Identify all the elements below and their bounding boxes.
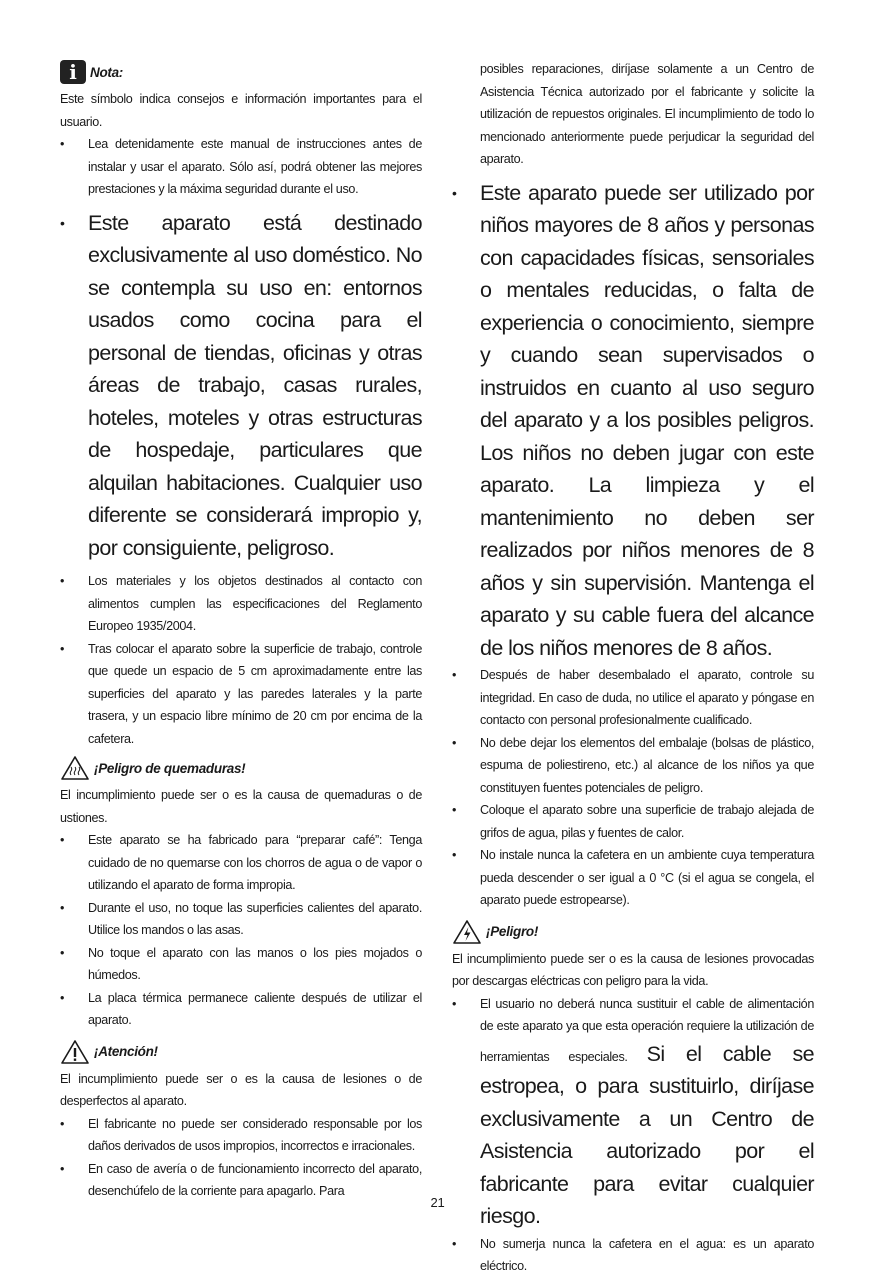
right-column <box>452 58 814 1278</box>
children-use-list <box>452 177 814 665</box>
note-intro: Este símbolo indica consejos e información importantes para el usuario. <box>60 92 422 129</box>
list-item: • Lea detenidamente este manual de instrucciones antes de instalar y usar el aparato. Sólo así, podrá obtener las mejores prestaciones y la máxima seguridad durante el uso. <box>60 133 422 201</box>
note-list <box>60 133 422 201</box>
bullet: • <box>452 668 457 682</box>
list-item: • Coloque el aparato sobre una superficie de trabajo alejada de grifos de agua, pilas y fuentes de calor. <box>452 799 814 844</box>
exclamation-warning-icon <box>60 1039 90 1065</box>
hot-surface-warning-icon <box>60 755 90 781</box>
bullet: • <box>452 848 457 862</box>
attention-title: ¡Atención! <box>94 1044 158 1059</box>
bullet: • <box>452 1236 457 1251</box>
list-item: • El fabricante no puede ser considerado responsable por los daños derivados de usos impropios, incorrectos e irracionales. <box>60 1113 422 1158</box>
danger-intro: El incumplimiento puede ser o es la causa de lesiones provocadas por descargas eléctricas con peligro para la vida. <box>452 951 814 988</box>
attention-list <box>60 1113 422 1203</box>
list-item: • No debe dejar los elementos del embalaje (bolsas de plástico, espuma de poliestireno, etc.) al alcance de los niños ya que constituyen fuentes potenciales de peligro. <box>452 732 814 800</box>
burn-danger-intro: El incumplimiento puede ser o es la causa de quemaduras o de ustiones. <box>60 788 422 825</box>
bullet: • <box>452 996 457 1011</box>
note-title: Nota: <box>90 64 123 80</box>
info-icon: i <box>60 60 86 84</box>
domestic-use-list <box>60 207 422 565</box>
danger-heading <box>452 918 814 946</box>
bullet: • <box>60 833 65 847</box>
bullet: • <box>60 214 65 231</box>
list-item: • La placa térmica permanece caliente después de utilizar el aparato. <box>60 987 422 1032</box>
bullet: • <box>452 184 457 201</box>
bullet: • <box>452 803 457 817</box>
list-item: • Durante el uso, no toque las superficies calientes del aparato. Utilice los mandos o las asas. <box>60 897 422 942</box>
list-item-power-cable: • El usuario no deberá nunca sustituir el cable de alimentación de este aparato ya que esta operación requiere la utilización de herramientas especiales. Si el cable se estropea, o para sustituirlo, diríjase exclusivamente a un Centro de Asistencia autorizado por el fabricante para evitar cualquier riesgo. <box>452 993 814 1233</box>
installation-list <box>452 664 814 912</box>
left-column <box>60 58 422 1203</box>
bullet: • <box>60 574 65 588</box>
bullet: • <box>60 900 65 915</box>
power-cable-emphasis: Si el cable se estropea, o para sustituirlo, diríjase exclusivamente a un Centro de Asistencia autorizado por el fabricante para evitar cualquier riesgo. <box>480 1041 814 1228</box>
danger-list <box>452 993 814 1278</box>
list-item: • No toque el aparato con las manos o los pies mojados o húmedos. <box>60 942 422 987</box>
bullet: • <box>60 1116 65 1131</box>
list-item: • Después de haber desembalado el aparato, controle su integridad. En caso de duda, no utilice el aparato y póngase en contacto con personal profesionalmente cualificado. <box>452 664 814 732</box>
electric-shock-warning-icon <box>452 919 482 945</box>
danger-title: ¡Peligro! <box>486 924 539 939</box>
bullet: • <box>452 735 457 750</box>
list-item: • Este aparato se ha fabricado para “preparar café”: Tenga cuidado de no quemarse con los chorros de agua o de vapor o utilizando el aparato de forma impropia. <box>60 829 422 897</box>
burn-danger-heading <box>60 754 422 782</box>
page-number: 21 <box>430 1195 445 1210</box>
list-item-domestic-use: • Este aparato está destinado exclusivamente al uso doméstico. No se contempla su uso en: entornos usados como cocina para el personal de tiendas, oficinas y otras áreas de trabajo, casas rurales, hoteles, moteles y otras estructuras de hospedaje, particulares que alquilan habitaciones. Cualquier uso diferente se considerará impropio y, por consiguiente, peligroso. <box>60 207 422 565</box>
attention-intro: El incumplimiento puede ser o es la causa de lesiones o de desperfectos al aparato. <box>60 1071 422 1108</box>
list-item: • Los materiales y los objetos destinados al contacto con alimentos cumplen las especificaciones del Reglamento Europeo 1935/2004. <box>60 570 422 638</box>
general-list <box>60 570 422 750</box>
continued-text: posibles reparaciones, diríjase solamente a un Centro de Asistencia Técnica autorizado por el fabricante y solicite la utilización de repuestos originales. El incumplimiento de todo lo mencionado anteriormente puede perjudicar la seguridad del aparato. <box>480 62 814 166</box>
bullet: • <box>60 137 65 151</box>
burn-danger-list <box>60 829 422 1032</box>
bullet: • <box>60 641 65 656</box>
list-item: • Tras colocar el aparato sobre la superficie de trabajo, controle que quede un espacio de 5 cm aproximadamente entre las superficies del aparato y las paredes laterales y la parte trasera, y un espacio libre mínimo de 20 cm por encima de la cafetera. <box>60 638 422 751</box>
list-item-children-use: • Este aparato puede ser utilizado por niños mayores de 8 años y personas con capacidades físicas, sensoriales o mentales reducidas, o falta de experiencia o conocimiento, siempre y cuando sean supervisados o instruidos en cuanto al uso seguro del aparato y a los posibles peligros. Los niños no deben jugar con este aparato. La limpieza y el mantenimiento no deben ser realizados por niños menores de 8 años y sin supervisión. Mantenga el aparato y su cable fuera del alcance de los niños menores de 8 años. <box>452 177 814 665</box>
list-item: • No sumerja nunca la cafetera en el agua: es un aparato eléctrico. <box>452 1233 814 1278</box>
bullet: • <box>60 990 65 1005</box>
attention-heading <box>60 1038 422 1066</box>
bullet: • <box>60 1161 65 1176</box>
note-heading <box>60 58 422 86</box>
list-item: • En caso de avería o de funcionamiento incorrecto del aparato, desenchúfelo de la corriente para apagarlo. Para <box>60 1158 422 1203</box>
list-item: • No instale nunca la cafetera en un ambiente cuya temperatura pueda descender o ser igual a 0 °C (si el agua se congela, el aparato puede estropearse). <box>452 844 814 912</box>
burn-danger-title: ¡Peligro de quemaduras! <box>94 760 246 776</box>
bullet: • <box>60 945 65 960</box>
